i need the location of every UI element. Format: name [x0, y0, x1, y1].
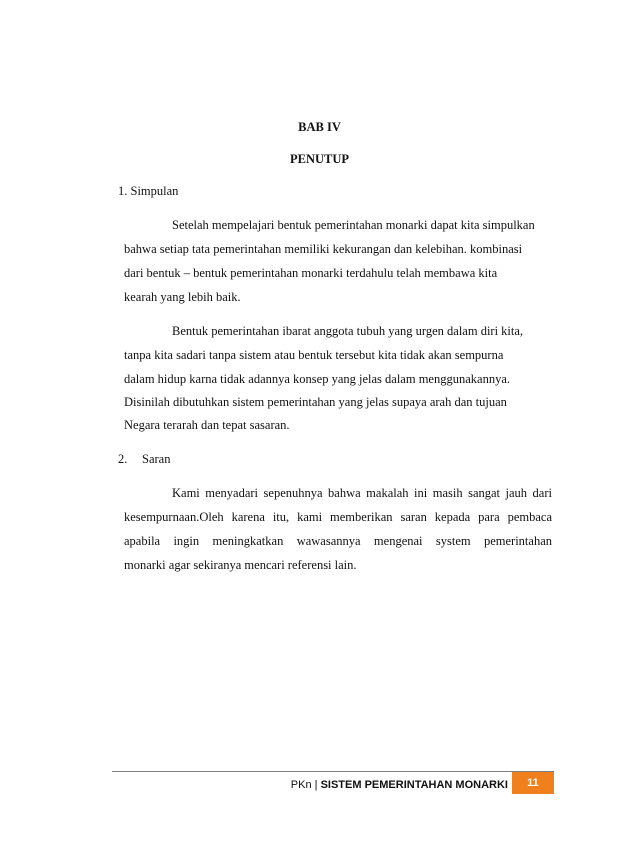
section-number-saran: 2. — [118, 452, 128, 466]
paragraph-line: Setelah mempelajari bentuk pemerintahan monarki dapat kita simpulkan — [172, 218, 535, 232]
footer-subject: PKn — [290, 779, 312, 791]
paragraph-line: Kami menyadari sepenuhnya bahwa makalah ini masih sangat jauh dari — [172, 486, 552, 500]
page-number-badge: 11 — [512, 772, 554, 794]
footer-divider — [112, 771, 554, 772]
section-heading-saran: Saran — [142, 452, 171, 466]
chapter-label: BAB IV — [298, 120, 341, 134]
paragraph-line: monarki agar sekiranya mencari referensi lain. — [124, 558, 357, 572]
paragraph-line: bahwa setiap tata pemerintahan memiliki kekurangan dan kelebihan. kombinasi — [124, 242, 523, 256]
paragraph-line: kesempurnaan.Oleh karena itu, kami memberikan saran kepada para pembaca — [124, 510, 552, 524]
paragraph-line: dari bentuk – bentuk pemerintahan monarki terdahulu telah membawa kita — [124, 266, 498, 280]
paragraph-line: Negara terarah dan tepat sasaran. — [124, 418, 290, 432]
footer-title: SISTEM PEMERINTAHAN MONARKI — [320, 779, 508, 791]
paragraph-line: apabila ingin meningkatkan wawasannya mengenai system pemerintahan — [124, 534, 552, 548]
paragraph-line: dalam hidup karna tidak adannya konsep yang jelas dalam menggunakannya. — [124, 372, 510, 386]
footer-separator: | — [314, 779, 318, 791]
paragraph-line: Bentuk pemerintahan ibarat anggota tubuh yang urgen dalam diri kita, — [172, 324, 524, 338]
paragraph-line: kearah yang lebih baik. — [124, 290, 241, 304]
footer-running-title — [200, 779, 508, 791]
paragraph-line: Disinilah dibutuhkan sistem pemerintahan yang jelas supaya arah dan tujuan — [124, 395, 507, 409]
chapter-title: PENUTUP — [289, 152, 350, 166]
section-heading-simpulan: 1. Simpulan — [118, 184, 179, 198]
paragraph-line: tanpa kita sadari tanpa sistem atau bentuk tersebut kita tidak akan sempurna — [124, 348, 504, 362]
